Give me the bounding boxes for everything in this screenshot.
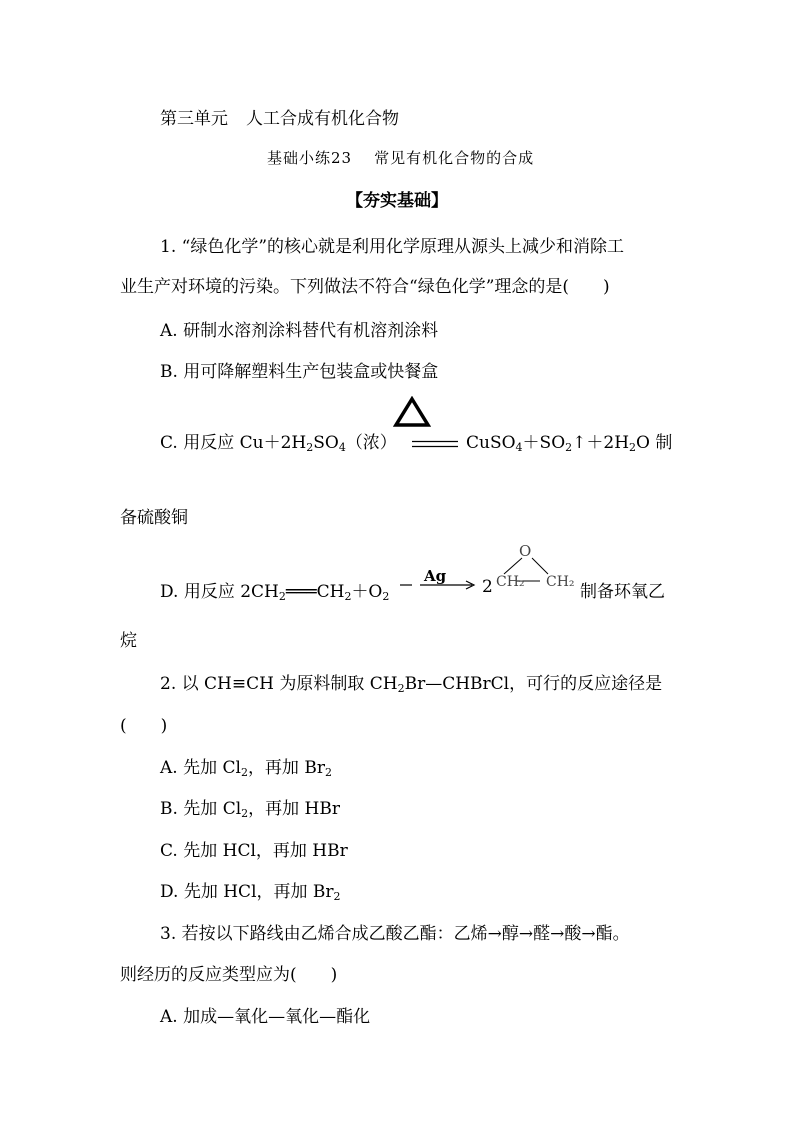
q1-option-d-reactants: D. 用反应 $2CH_2═══CH_2+O_2$ — [160, 582, 390, 603]
unit-topic: 人工合成有机化合物 — [246, 109, 399, 129]
q1-option-c-line2: 备硫酸铜 — [120, 508, 188, 528]
q1-stem-line2: 业生产对环境的污染。下列做法不符合“绿色化学”理念的是( ) — [120, 277, 610, 297]
q1-stem-line1: 1. “绿色化学”的核心就是利用化学原理从源头上减少和消除工 — [160, 237, 625, 257]
q3-stem-line2: 则经历的反应类型应为( ) — [120, 965, 338, 985]
unit-title-line — [160, 104, 399, 129]
q3-stem-line1: 3. 若按以下路线由乙烯合成乙酸乙酯：乙烯→醇→醛→酸→酯。 — [160, 924, 630, 944]
q1-option-b: B. 用可降解塑料生产包装盒或快餐盒 — [160, 362, 439, 382]
practice-title — [267, 147, 534, 168]
q1-option-a: A. 研制水溶剂涂料替代有机溶剂涂料 — [160, 321, 439, 341]
epoxide-left-carbon: CH₂ — [496, 574, 525, 590]
epoxide-right-carbon: CH₂ — [546, 574, 575, 590]
section-heading: 【夯实基础】 — [346, 191, 448, 211]
q2-option-a: A. 先加 $Cl_2$，再加 $Br_2$ — [160, 758, 332, 779]
q2-stem-line1: 2. 以 CH≡CH 为原料制取 $CH_2Br—CHBrCl$，可行的反应途径是 — [160, 674, 663, 695]
q1-option-c-products: $CuSO_4+SO_2↑+2H_2O$ 制 — [466, 433, 673, 454]
reaction-equals-sign — [412, 440, 458, 448]
epoxide-oxygen: O — [519, 542, 532, 560]
catalyst-label: Ag — [424, 567, 447, 585]
practice-topic: 常见有机化合物的合成 — [374, 149, 535, 167]
q2-option-c: C. 先加 HCl，再加 HBr — [160, 841, 348, 861]
q1-option-d-line2: 烷 — [120, 631, 137, 651]
unit-title: 第三单元 — [160, 109, 228, 129]
q2-option-d: D. 先加 HCl，再加 $Br_2$ — [160, 882, 341, 903]
q3-option-a: A. 加成—氧化—氧化—酯化 — [160, 1007, 371, 1027]
product-coefficient: 2 — [482, 577, 493, 597]
q2-stem-line2: ( ) — [120, 716, 168, 736]
q1-option-c-reactants: C. 用反应 $Cu+2H_2SO_4$（浓） — [160, 433, 397, 454]
q1-option-d-suffix: 制备环氧乙 — [580, 582, 665, 602]
q2-option-b: B. 先加 $Cl_2$，再加 HBr — [160, 799, 341, 820]
heat-triangle-icon — [393, 396, 431, 428]
reaction-arrow-icon — [400, 578, 480, 592]
practice-label: 基础小练23 — [267, 149, 353, 167]
